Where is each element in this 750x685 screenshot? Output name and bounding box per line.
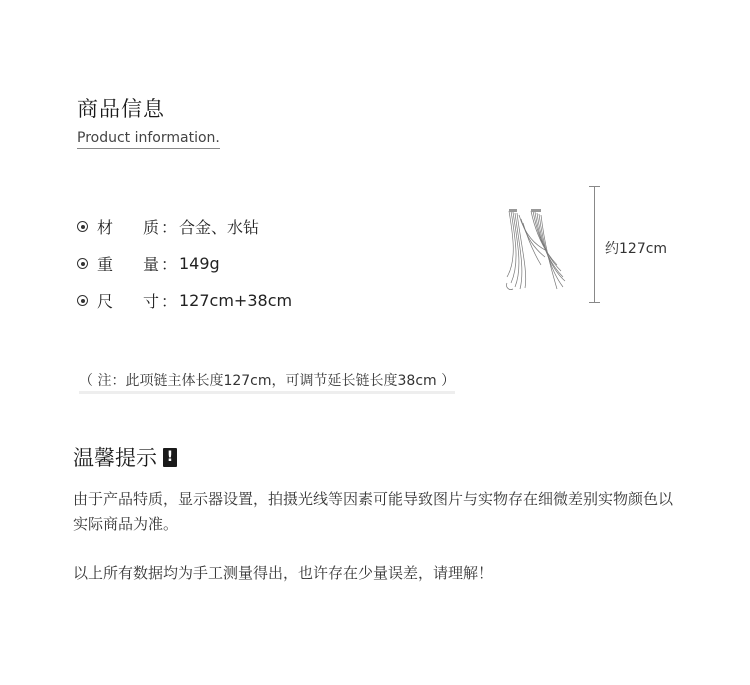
spec-value: 127cm+38cm	[179, 291, 293, 310]
spec-row-material: 材 质 ： 合金、水钻	[77, 208, 292, 245]
bullet-circle-icon	[77, 295, 88, 306]
spec-value: 149g	[179, 254, 220, 273]
product-info-title: 商品信息	[77, 97, 165, 121]
spec-key: 尺 寸	[97, 292, 160, 311]
spec-key: 重 量	[97, 255, 160, 274]
spec-list	[77, 208, 292, 319]
notice-paragraph-1: 由于产品特质，显示器设置，拍摄光线等因素可能导致图片与实物存在细微差别实物颜色以实际商品为准。	[73, 490, 674, 533]
dimension-cap-bottom	[589, 302, 600, 303]
notice-heading	[73, 442, 177, 472]
product-info-subtitle: Product information.	[77, 130, 220, 149]
exclamation-icon: !	[163, 448, 177, 467]
dimension-label: 约127cm	[605, 241, 668, 257]
notice-title: 温馨提示	[73, 446, 157, 470]
length-note: （ 注：此项链主体长度127cm，可调节延长链长度38cm ）	[79, 370, 455, 394]
spec-key: 材 质	[97, 218, 160, 237]
notice-paragraph-2: 以上所有数据均为手工测量得出，也许存在少量误差，请理解！	[73, 564, 494, 582]
bullet-circle-icon	[77, 258, 88, 269]
necklace-product-image	[495, 205, 575, 295]
bullet-circle-icon	[77, 221, 88, 232]
spec-row-size: 尺 寸 ： 127cm+38cm	[77, 282, 292, 319]
spec-row-weight: 重 量 ： 149g	[77, 245, 292, 282]
spec-value: 合金、水钻	[179, 218, 260, 237]
dimension-cap-top	[589, 186, 600, 187]
dimension-line	[594, 186, 595, 303]
